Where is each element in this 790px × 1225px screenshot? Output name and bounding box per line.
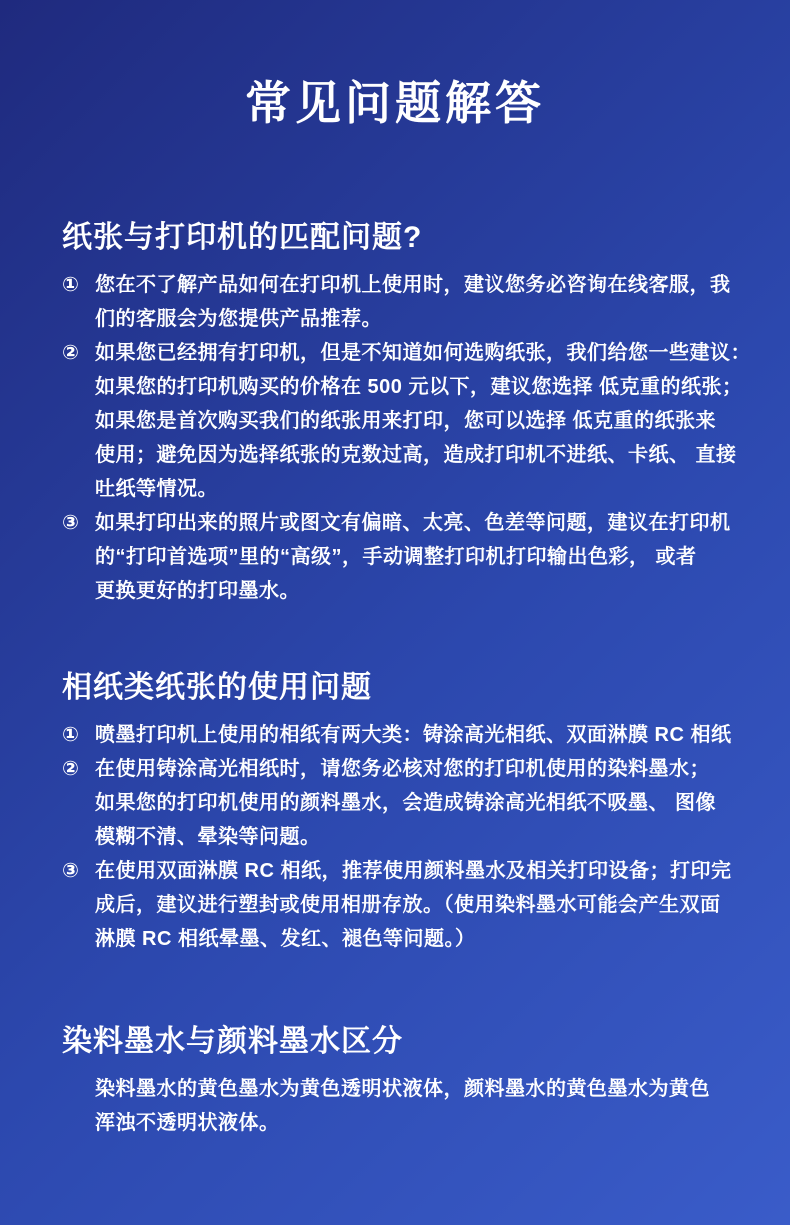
section-heading: 染料墨水与颜料墨水区分 bbox=[62, 1025, 403, 1058]
item-line: 您在不了解产品如何在打印机上使用时，建议您务必咨询在线客服，我 bbox=[95, 274, 731, 296]
item-line: 如果打印出来的照片或图文有偏暗、太亮、色差等问题，建议在打印机 bbox=[95, 512, 731, 534]
page-title: 常见问题解答 bbox=[245, 77, 545, 129]
item-line: 在使用铸涂高光相纸时，请您务必核对您的打印机使用的染料墨水； bbox=[95, 758, 710, 780]
item-line: 在使用双面淋膜 RC 相纸，推荐使用颜料墨水及相关打印设备；打印完 bbox=[95, 860, 732, 882]
item-line: 如果您是首次购买我们的纸张用来打印，您可以选择 低克重的纸张来 bbox=[95, 410, 717, 432]
item-marker: ② bbox=[62, 342, 79, 364]
item-line: 淋膜 RC 相纸晕墨、发红、褪色等问题。） bbox=[95, 928, 476, 950]
item-line: 如果您的打印机购买的价格在 500 元以下，建议您选择 低克重的纸张； bbox=[95, 376, 743, 398]
item-line: 模糊不清、晕染等问题。 bbox=[95, 826, 321, 848]
item-line: 吐纸等情况。 bbox=[95, 478, 218, 500]
section-ink-distinction bbox=[0, 1026, 790, 1140]
item-line: 的“打印首选项”里的“高级”，手动调整打印机打印输出色彩， 或者 bbox=[95, 546, 697, 568]
item-marker: ③ bbox=[62, 512, 79, 534]
item-marker: ② bbox=[62, 758, 79, 780]
item-text bbox=[95, 268, 734, 336]
faq-item bbox=[62, 854, 734, 956]
item-text bbox=[95, 718, 734, 752]
faq-item-list bbox=[62, 718, 734, 956]
item-line: 喷墨打印机上使用的相纸有两大类：铸涂高光相纸、双面淋膜 RC 相纸 bbox=[95, 724, 732, 746]
faq-item bbox=[62, 718, 734, 752]
item-marker: ① bbox=[62, 274, 79, 296]
section-paragraph bbox=[62, 1072, 734, 1140]
item-text bbox=[95, 854, 734, 956]
item-line: 如果您已经拥有打印机，但是不知道如何选购纸张，我们给您一些建议： bbox=[95, 342, 751, 364]
item-line: 们的客服会为您提供产品推荐。 bbox=[95, 308, 382, 330]
section-heading: 纸张与打印机的匹配问题? bbox=[62, 221, 423, 254]
faq-item bbox=[62, 506, 734, 608]
faq-item bbox=[62, 752, 734, 854]
paragraph-line: 浑浊不透明状液体。 bbox=[95, 1112, 280, 1134]
item-line: 使用；避免因为选择纸张的克数过高，造成打印机不进纸、卡纸、 直接 bbox=[95, 444, 737, 466]
item-line: 成后，建议进行塑封或使用相册存放。（使用染料墨水可能会产生双面 bbox=[95, 894, 721, 916]
item-text bbox=[95, 506, 734, 608]
faq-item bbox=[62, 268, 734, 336]
item-text bbox=[95, 752, 734, 854]
section-heading: 相纸类纸张的使用问题 bbox=[62, 671, 372, 704]
faq-item bbox=[62, 336, 751, 506]
item-marker: ③ bbox=[62, 860, 79, 882]
item-line: 更换更好的打印墨水。 bbox=[95, 580, 300, 602]
section-paper-printer-matching bbox=[0, 222, 790, 608]
section-photo-paper-usage bbox=[0, 672, 790, 956]
item-marker: ① bbox=[62, 724, 79, 746]
paragraph-line: 染料墨水的黄色墨水为黄色透明状液体，颜料墨水的黄色墨水为黄色 bbox=[95, 1078, 710, 1100]
item-text bbox=[95, 336, 751, 506]
item-line: 如果您的打印机使用的颜料墨水，会造成铸涂高光相纸不吸墨、 图像 bbox=[95, 792, 717, 814]
faq-item-list bbox=[62, 268, 751, 608]
